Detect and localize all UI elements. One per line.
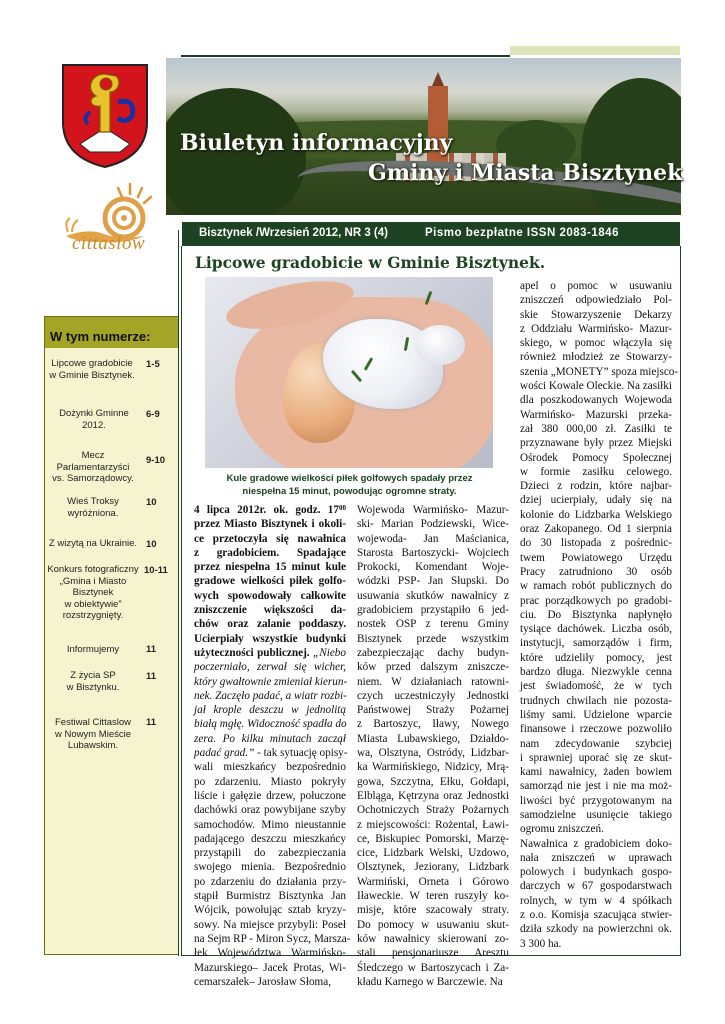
toc-item-label: Z wizytą na Ukrainie. — [48, 538, 138, 549]
text-line: wojewoda- Jan Maścianica, — [357, 532, 509, 545]
text-line: dziej ucierpiały, udały się na — [520, 494, 672, 507]
toc-page-number: 11 — [146, 644, 157, 655]
text-line: białą mgłę. Widoczność spadła do — [194, 718, 347, 731]
toc-item-label: w Bisztynku. — [66, 681, 120, 693]
toc-item-label: w obiektywie” — [64, 598, 122, 610]
text-line: nam zdecydowanie szybciej — [520, 737, 672, 750]
text-line: zera. Po kilku minutach zaczął — [194, 732, 346, 745]
toc-item-troksy[interactable] — [48, 496, 138, 519]
newsletter-subtitle: Gminy i Miasta Bisztynek — [368, 160, 683, 186]
issue-info: Bisztynek /Wrzesień 2012, NR 3 (4) — [199, 227, 388, 239]
article-column-3 — [520, 279, 679, 951]
text-line: Ochotniczych Straży Pożarnych — [357, 804, 509, 817]
text-line: szenia „MONETY” spoza miejsco- — [520, 365, 679, 378]
toc-item-mecz[interactable] — [46, 450, 140, 485]
text-line: jał krople deszczu w jednolitą — [194, 704, 346, 717]
text-line: i sprawniej uporać się ze skut- — [520, 751, 672, 764]
text-line: zniszczeń odpowiedziało Pol- — [520, 294, 672, 307]
frame-rule — [178, 230, 179, 956]
text-line: w formie zasiłku celowego. — [520, 465, 672, 478]
text-line: polowych i budynkach gospo- — [520, 866, 672, 879]
text-line: z miejscowości: Rożental, Ławi- — [357, 818, 509, 831]
text-line: ków przed dalszym zniszcze- — [357, 661, 509, 674]
text-line: 4 lipca 2012r. ok. godz. 17 — [194, 504, 339, 516]
text-line: przyznawane były przez Miejski — [520, 437, 672, 450]
article-column-1 — [194, 503, 351, 989]
text-line: Warmińsko- Mazurski przeka- — [520, 408, 672, 421]
text-line: - tak sytuację opisy- — [257, 747, 348, 760]
text-line: skiego, w pomoc włączyła się — [520, 337, 672, 350]
toc-item-label: w Nowym Mieście — [54, 728, 131, 740]
text-line: Mazurskiego– Jacek Protas, Wi- — [194, 961, 346, 974]
text-line: Śledczego w Bartoszycach i Za- — [357, 961, 509, 974]
text-line: rolnych, w tym w 4 spółkach — [520, 894, 672, 907]
text-line: Elbląga, Kętrzyna oraz Jednostki — [357, 789, 509, 802]
text-line: Starosta Bartoszycki- Wojciech — [357, 546, 509, 559]
article-title: Lipcowe gradobicie w Gminie Bisztynek. — [195, 253, 546, 272]
text-line: darczych w 67 gospodarstwach — [520, 880, 672, 893]
text-line: trudnych chwilach nie pozosta- — [520, 694, 672, 707]
text-line: oraz Zakopanego. Od 1 sierpnia — [520, 523, 672, 536]
text-line: ka Warmińskiego, Nidzicy, Mrą- — [357, 761, 509, 774]
toc-page-number: 10 — [146, 539, 157, 550]
toc-item-label: Mecz Parlamentarzyści — [56, 450, 130, 473]
text-line: twem Powiatowego Urzędu — [520, 551, 672, 564]
text-line: Wojewoda Warmińsko- Mazur- — [357, 504, 509, 516]
text-line: kolonie do Lidzbarka Welskiego — [520, 508, 672, 521]
toc-page-number: 10-11 — [144, 565, 168, 576]
toc-page-number: 1-5 — [146, 359, 160, 370]
text-line: gradowe wielkości piłek golfo- — [194, 575, 346, 588]
text-line: chów oraz zalanie poddaszy. — [194, 618, 346, 631]
text-line: samodzielne usunięcie takiego — [520, 808, 672, 821]
text-line: skie Stowarzyszenie Dekarzy — [520, 308, 672, 321]
toc-page-number: 6-9 — [146, 409, 160, 420]
toc-item-label: Dożynki Gminne 2012. — [59, 408, 129, 431]
text-line: ogromu zniszczeń. — [520, 823, 604, 836]
text-line: po zdarzeniu. Miasto pokryły — [194, 775, 346, 788]
text-line: stali pensjonariusze Aresztu — [357, 947, 509, 960]
toc-item-festiwal[interactable] — [48, 717, 138, 752]
text-line: w ramach robót publicznych do — [520, 580, 672, 593]
toc-page-number: 9-10 — [146, 455, 166, 466]
text-line: zabezpieczając dachy budyn- — [357, 646, 509, 659]
toc-item-label: wyróżniona. — [67, 507, 119, 519]
text-line: misje, które szacowały straty. — [357, 904, 509, 917]
text-line: ków nawałnicy skierowani zo- — [357, 932, 509, 945]
text-line: jest świadomość, że w tych — [520, 680, 672, 693]
text-line: 3 300 ha. — [520, 937, 562, 950]
text-line: apel o pomoc w usuwaniu — [520, 280, 672, 292]
text-line: dla poszkodowanych Wojewoda — [520, 394, 672, 407]
text-line: Do pomocy w usuwaniu skut- — [357, 918, 509, 931]
cittaslow-logo-text: cittaslow — [72, 233, 146, 254]
text-line: cemarszałek– Jarosław Słoma, — [194, 975, 331, 988]
toc-item-label: Wieś Troksy — [67, 496, 119, 507]
issn-info: Pismo bezpłatne ISSN 2083-1846 — [425, 227, 619, 239]
toc-page-number: 10 — [146, 497, 157, 508]
newsletter-title: Biuletyn informacyjny — [180, 130, 453, 156]
toc-item-label: „Gmina i Miasto — [59, 575, 127, 587]
frame-rule — [181, 246, 182, 956]
toc-page-number: 11 — [146, 717, 157, 728]
text-line: wódzki PSP- Jan Słupski. Do — [357, 575, 509, 588]
frame-rule — [680, 246, 681, 956]
toc-item-label: rozstrzygnięty. — [62, 610, 124, 621]
toc-item-label: Lubawskim. — [67, 740, 119, 751]
hail-photo — [205, 277, 493, 468]
text-line: Warmiński, Orneta i Górowo — [357, 875, 509, 888]
text-line: z Oddziału Warmińsko- Mazur- — [520, 322, 672, 335]
text-line: Państwowej Straży Pożarnej — [357, 704, 509, 717]
text-line: Iławeckie. W teren ruszyły ko- — [357, 890, 509, 903]
text-line: usuwania skutków nawałnicy z — [357, 589, 509, 602]
toc-item-konkurs[interactable] — [46, 564, 140, 622]
time-superscript: 00 — [339, 504, 346, 512]
text-line: Wójcik, powołując sztab kryzy- — [194, 904, 346, 917]
text-line: liśmy sami. Udzielone wparcie — [520, 708, 672, 721]
text-line: po zdarzeniu do działania przy- — [194, 875, 346, 888]
text-line: czych uczestniczyły Jednostki — [357, 689, 509, 702]
text-line: cice, Lidzbark Welski, Uzdowo, — [357, 847, 509, 860]
sidebar-title: W tym numerze: — [50, 329, 151, 344]
toc-item-informujemy[interactable] — [46, 644, 140, 656]
text-line: niem. W działaniach ratowni- — [357, 675, 509, 688]
text-line: Bisztynek przede wszystkim — [357, 632, 509, 645]
caption-line: Kule gradowe wielkości piłek golfowych spadały przez — [226, 473, 473, 484]
toc-item-gradobicie[interactable] — [48, 358, 136, 381]
text-line: na Sejm RP - Miron Sycz, Marsza- — [194, 932, 351, 945]
text-line: nek. Zaczęło padać, a wiatr rozbi- — [194, 689, 347, 702]
text-line — [194, 646, 346, 660]
text-line: z Bartoszyc, Iławy, Nowego — [357, 718, 509, 731]
text-line: padać grad.” — [194, 747, 255, 760]
text-line: użyteczności publicznej. — [194, 646, 310, 659]
text-line: Olsztynek, Jeziorany, Lidzbark — [357, 861, 509, 874]
text-line: nała zniszczeń w uprawach — [520, 851, 672, 864]
text-line: Pracy zatrudniono 30 osób — [520, 565, 672, 578]
text-line: liwości być przygotowanym na — [520, 794, 672, 807]
toc-item-ukraina[interactable] — [46, 538, 140, 550]
text-line: wali mieszkańcy bezpośrednio — [194, 761, 346, 774]
text-line: z o.o. Komisja szacująca stwier- — [520, 909, 672, 922]
text-line: dachówki oraz powybijane szyby — [194, 804, 346, 817]
text-line: przez Miasto Bisztynek i okoli- — [194, 518, 346, 531]
text-line: finansowe i rzeczowe pozwoliło — [520, 723, 672, 736]
text-line: wości Kowale Oleckie. Na zasiłki — [520, 380, 672, 393]
text-line: przystąpili do zabezpieczania — [194, 847, 346, 860]
text-line: Ucierpiały wszystkie budynki — [194, 632, 346, 645]
text-line: poczerniało, zerwał się wicher, — [194, 661, 346, 674]
toc-item-label: Lipcowe gradobicie — [51, 358, 133, 369]
text-line: zniszczenie większości da- — [194, 604, 346, 617]
coat-of-arms-icon — [60, 62, 150, 170]
text-line: swojego mienia. Bezpośrednio — [194, 861, 346, 874]
text-line: ciu. Do Bisztynka napłynęło — [520, 608, 672, 621]
toc-item-zycie-sp[interactable] — [48, 670, 138, 693]
text-line: dziła szkody na powierzchni ok. — [520, 923, 672, 936]
text-line: Prokocki, Komendant Woje- — [357, 561, 509, 574]
text-line: które udzieliły pomocy, jest — [520, 651, 672, 664]
text-line: nostek OSP z terenu Gminy — [357, 618, 509, 631]
text-line: wa, Olsztyna, Ostródy, Lidzbar- — [357, 747, 509, 760]
text-line: z gradobiciem. Spadające — [194, 546, 346, 559]
text-line: przez niespełna 15 minut kule — [194, 561, 346, 574]
toc-item-label: Informujemy — [66, 644, 120, 655]
caption-line: niespełna 15 minut, powodując ogromne straty. — [242, 486, 457, 497]
text-line: wych spowodowały całkowite — [194, 589, 346, 602]
text-line: Miasta Lubawskiego, Działdo- — [357, 732, 509, 745]
text-line: również młodzież ze Stowarzy- — [520, 351, 672, 364]
text-line: który gwałtownie zmieniał kierun- — [194, 675, 348, 688]
text-line: kładu Karnego w Barczewie. Na — [357, 975, 503, 988]
text-line: gowa, Szczytna, Ełku, Gołdapi, — [357, 775, 509, 788]
text-line: padającego deszczu mieszkańcy — [194, 832, 346, 845]
text-line: ce, Biskupiec Pomorski, Marzę- — [357, 832, 509, 845]
text-line: gradobiciem przystąpiło 6 jed- — [357, 604, 509, 617]
text-line: Nawałnica z gradobiciem doko- — [520, 837, 672, 850]
toc-item-label: Z życia SP — [70, 670, 116, 681]
text-line: łek Województwa Warmińsko- — [194, 947, 346, 960]
text-line: samochodów. Mimo nieustannie — [194, 818, 346, 831]
text-line: Dzieci z rodzin, które najbar- — [520, 480, 672, 493]
text-line: Ośrodek Pomocy Społecznej — [520, 451, 672, 464]
toc-item-label: Bisztynek — [72, 587, 114, 598]
text-line: kami nawałnicy, żaden bowiem — [520, 766, 672, 779]
toc-page-number: 11 — [146, 671, 157, 682]
text-line: ski- Marian Podziewski, Wice- — [357, 518, 509, 531]
top-rule — [181, 55, 510, 57]
article-column-2 — [357, 503, 509, 989]
photo-caption — [212, 472, 487, 498]
text-line: bardzo długa. Niezwykle cenna — [520, 666, 672, 679]
text-line: ce przetoczyła się nawałnica — [194, 532, 346, 545]
text-line: instytucji, samorządów i firm, — [520, 637, 672, 650]
top-accent-bar — [510, 46, 680, 55]
text-line — [194, 503, 346, 517]
toc-item-label: Festiwal Cittaslow — [54, 717, 132, 728]
toc-item-label: vs. Samorządowcy. — [52, 473, 134, 484]
text-line: sowy. Na miejsce przybyli: Poseł — [194, 918, 346, 931]
text-line: do 30 listopada z pośrednic- — [520, 537, 672, 550]
text-line: samorząd nie jest i nie ma moż- — [520, 780, 672, 793]
text-line: liście i gałęzie drzew, połuczone — [194, 789, 346, 802]
text-line: prac porządkowych po gradobi- — [520, 594, 672, 607]
text-line: tysiące dachówek. Liczba osób, — [520, 623, 672, 636]
text-line: „Niebo — [313, 646, 346, 659]
toc-item-label: w Gminie Bisztynek. — [49, 369, 135, 381]
text-line: zał 380 000,00 zł. Zasiłki te — [520, 422, 672, 435]
text-line — [194, 746, 346, 760]
toc-item-dozynki[interactable] — [46, 408, 142, 431]
toc-item-label: Konkurs fotograficzny — [47, 564, 139, 575]
text-line: stąpił Burmistrz Bisztynka Jan — [194, 890, 346, 903]
